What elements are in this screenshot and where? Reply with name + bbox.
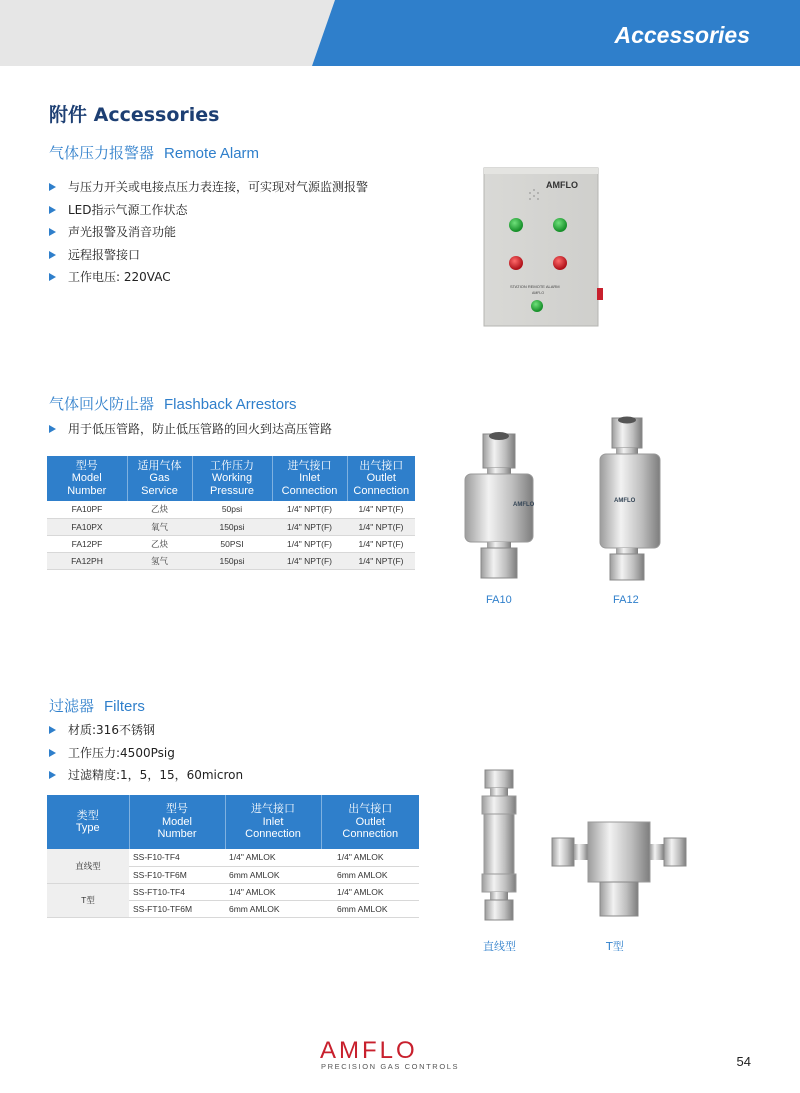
section-title-en: Flashback Arrestors: [164, 396, 297, 413]
product-model: AMFLO: [532, 291, 545, 295]
section-title-filters: [49, 695, 145, 716]
triangle-bullet-icon: [49, 273, 56, 281]
product-brand: AMFLO: [546, 180, 578, 190]
table-header: 类型 Type: [47, 795, 129, 849]
list-item: 与压力开关或电接点压力表连接，可实现对气源监测报警: [49, 176, 368, 199]
table-row: SS-FT10-TF6M 6mm AMLOK 6mm AMLOK: [47, 900, 419, 917]
flashback-bullets: [49, 418, 332, 441]
table-row: FA12PH 氢气 150psi 1/4" NPT(F) 1/4" NPT(F): [47, 552, 415, 569]
caption-t-filter: T型: [606, 940, 624, 953]
list-item: 工作电压: 220VAC: [49, 266, 368, 289]
table-header: 进气接口 Inlet Connection: [225, 795, 321, 849]
table-row: FA12PF 乙炔 50PSI 1/4" NPT(F) 1/4" NPT(F): [47, 535, 415, 552]
filters-table: [47, 795, 419, 918]
header-title: Accessories: [614, 22, 750, 48]
list-item: 工作压力:4500Psig: [49, 742, 243, 765]
table-header: 型号 Model Number: [47, 456, 127, 501]
table-header: 进气接口 Inlet Connection: [272, 456, 347, 501]
list-item: LED指示气源工作状态: [49, 199, 368, 222]
section-title-en: Filters: [104, 698, 145, 715]
list-item: 声光报警及消音功能: [49, 221, 368, 244]
section-title-flashback: [49, 393, 297, 414]
product-brand: AMFLO: [614, 498, 636, 504]
page-title: 附件 Accessories: [49, 104, 220, 126]
table-row: T型 SS-FT10-TF4 1/4" AMLOK 1/4" AMLOK: [47, 883, 419, 900]
triangle-bullet-icon: [49, 206, 56, 214]
section-title-cn: 气体回火防止器: [49, 395, 155, 413]
section-title-cn: 气体压力报警器: [49, 144, 155, 162]
triangle-bullet-icon: [49, 425, 56, 433]
section-title-en: Remote Alarm: [164, 145, 260, 162]
fa10-image: [455, 428, 545, 583]
list-item: 用于低压管路，防止低压管路的回火到达高压管路: [49, 418, 332, 441]
triangle-bullet-icon: [49, 726, 56, 734]
triangle-bullet-icon: [49, 228, 56, 236]
remote-alarm-bullets: [49, 176, 368, 289]
fa12-image: [592, 414, 668, 584]
page-number: 54: [736, 1054, 751, 1069]
table-header: 出气接口 Outlet Connection: [321, 795, 419, 849]
caption-fa10: FA10: [486, 594, 512, 606]
inline-filter-image: [474, 766, 524, 924]
section-title-cn: 过滤器: [49, 697, 95, 715]
list-item: 远程报警接口: [49, 244, 368, 267]
logo-tagline: PRECISION GAS CONTROLS: [321, 1062, 460, 1071]
table-header: 型号 Model Number: [129, 795, 225, 849]
triangle-bullet-icon: [49, 251, 56, 259]
triangle-bullet-icon: [49, 771, 56, 779]
flashback-table: [47, 456, 415, 570]
table-header: 出气接口 Outlet Connection: [347, 456, 415, 501]
footer-logo: [320, 1036, 470, 1076]
list-item: 过滤精度:1，5，15，60micron: [49, 764, 243, 787]
table-row: FA10PF 乙炔 50psi 1/4" NPT(F) 1/4" NPT(F): [47, 501, 415, 518]
section-title-remote-alarm: [49, 142, 259, 163]
remote-alarm-image: [478, 162, 608, 332]
table-header: 适用气体 Gas Service: [127, 456, 192, 501]
table-row: SS-F10-TF6M 6mm AMLOK 6mm AMLOK: [47, 866, 419, 883]
t-filter-image: [548, 808, 688, 920]
product-brand: AMFLO: [513, 502, 535, 508]
table-row: FA10PX 氧气 150psi 1/4" NPT(F) 1/4" NPT(F): [47, 518, 415, 535]
filters-bullets: [49, 719, 243, 787]
caption-fa12: FA12: [613, 594, 639, 606]
caption-inline-filter: 直线型: [483, 940, 516, 953]
table-header: 工作压力 Working Pressure: [192, 456, 272, 501]
triangle-bullet-icon: [49, 749, 56, 757]
product-label: STATION REMOTE ALARM: [510, 284, 560, 289]
logo-wordmark: AMFLO: [320, 1037, 418, 1064]
triangle-bullet-icon: [49, 183, 56, 191]
table-row: 直线型 SS-F10-TF4 1/4" AMLOK 1/4" AMLOK: [47, 849, 419, 866]
list-item: 材质:316不锈钢: [49, 719, 243, 742]
